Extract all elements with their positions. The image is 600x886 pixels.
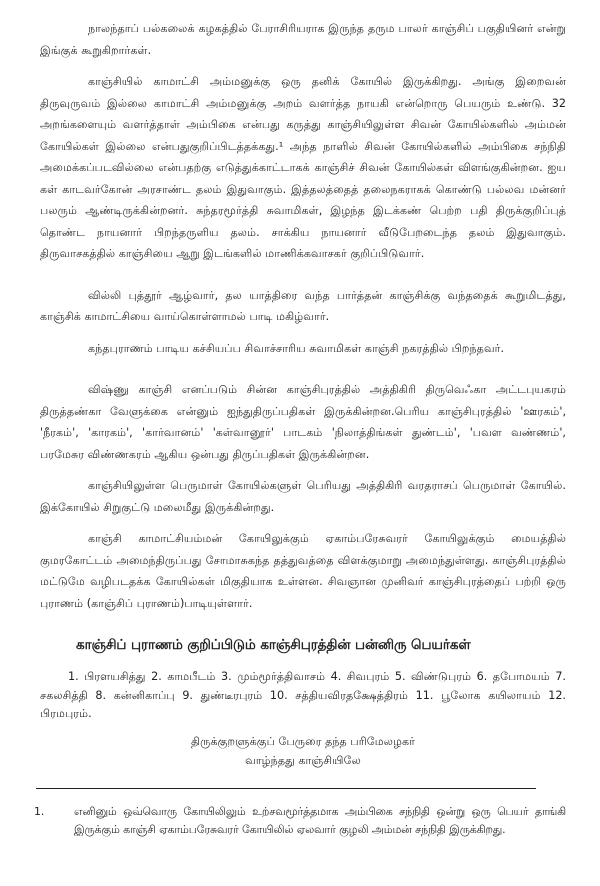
footnote-number: 1. xyxy=(34,804,45,818)
signature-block xyxy=(40,734,566,768)
signature-line-2: வாழ்ந்தது காஞ்சியிலே xyxy=(245,753,361,767)
section-heading: காஞ்சிப் புராணம் குறிப்பிடும் காஞ்சிபுரத்தின் பன்னிரு பெயர்கள் xyxy=(76,638,471,653)
paragraph-villiputhur: வில்லி புத்தூர் ஆழ்வார், தல யாத்திரை வந்த பார்த்தன் காஞ்சிக்கு வந்ததைக் கூறுமிடத்து, காஞ்சிக் காமாட்சியை வாய்கொள்ளாமல் பாடி மகிழ்வார். xyxy=(40,288,566,323)
paragraph-vishnu-kanchi: விஷ்ணு காஞ்சி எனப்படும் சின்ன காஞ்சிபுரத்தில் அத்திகிரி திருவெஃகா அட்டபுயகரம் திருத்தண்கா வேளுக்கை என்னும் ஐந்துதிருப்பதிகள் இருக்கின்றன.பெரிய காஞ்சிபுரத்தில் 'ஊரகம்', 'நீரகம்', 'காரகம்', 'கார்வானம்' 'கள்வானூர்' பாடகம் 'நிலாத்திங்கள் துண்டம்', 'பவள வண்ணம்', பரமேசுர விண்ணகரம் ஆகிய ஒன்பது திருப்பதிகள் இருக்கின்றன. xyxy=(40,383,566,461)
signature-line-1: திருக்குறளுக்குப் பேருரை தந்த பரிமேலழகர் xyxy=(190,734,415,748)
footnote xyxy=(34,803,566,840)
names-list: 1. பிரளயசித்து 2. காமபீடம் 3. மும்மூர்த்திவாசம் 4. சிவபுரம் 5. விண்டுபுரம் 6. தபோமயம் 7. சகலசித்தி 8. கன்னிகாப்பு 9. துண்டீரபுரம் 10. சத்தியவிரதக்ஷேத்திரம் 11. பூலோக கயிலாயம் 12. பிரமபுரம். xyxy=(40,670,566,720)
paragraph-dharmapala: நாலந்தாப் பல்கலைக் கழகத்தில் பேராசிரியராக இருந்த தரும பாலர் காஞ்சிப் பகுதியினர் என்று இங்குக் கூறுகிறார்கள். xyxy=(40,22,566,57)
paragraph-kamakshi-temple: காஞ்சியில் காமாட்சி அம்மனுக்கு ஒரு தனிக் கோயில் இருக்கிறது. அங்கு இறைவன் திருவுருவம் இல்லை காமாட்சி அம்மனுக்கு அறம் வளர்த்த நாயகி என்றொரு பெயரும் உண்டு. 32 அறங்களையும் வளர்த்தாள் அம்பிகை என்பது கருத்து காஞ்சியிலுள்ள சிவன் கோயில்களில் அம்மன் கோயில்கள் இல்லை என்பதுகுறிப்பிடத்தக்கது.¹ அந்த நாளில் சிவன் கோயில்களில் அம்பிகை சந்நிதி அமைக்கப்படவில்லை என்பதற்கு எடுத்துக்காட்டாகக் காஞ்சிச் சிவன் கோயில்கள் விளங்குகின்றன. ஐய கள் காடவர்கோன் அரசாண்ட தலம் இதுவாகும். இத்தலத்தைத் தலைநகராகக் கொண்டு பல்லவ மன்னர் பலரும் ஆண்டிருக்கின்றனர். சுந்தரமூர்த்தி சுவாமிகள், இழந்த இடக்கண் பெற்ற பதி திருக்குறிப்புத் தொண்ட நாயனார் பிறந்தருளிய தலம். சாக்கிய நாயனார் வீடுபேறடைந்த தலம் இதுவாகும். திருவாசகத்தில் காஞ்சியை ஆறு இடங்களில் மாணிக்கவாசகர் குறிப்பிடுவார். xyxy=(40,75,566,260)
footnote-divider xyxy=(36,788,536,789)
paragraph-kumarakottam: காஞ்சி காமாட்சியம்மன் கோயிலுக்கும் ஏகாம்பரேசுவரர் கோயிலுக்கும் மையத்தில் குமரகோட்டம் அமைந்திருப்பது சோமாசுகந்த தத்துவத்தை விளக்குமாறு அமைந்துள்ளது. காஞ்சிபுரத்தில் மட்டுமே வழிபடதக்க கோயில்கள் மிகுதியாக உள்ளன. சிவஞான முனிவர் காஞ்சிபுரத்தைப் பற்றி ஒரு புராணம் (காஞ்சிப் புராணம்)பாடியுள்ளார். xyxy=(40,532,566,610)
footnote-text: எனினும் ஒவ்வொரு கோயிலிலும் உற்சவமூர்த்தமாக அம்பிகை சந்நிதி ஒன்று ஒரு பெயர் தாங்கி இருக்கும் காஞ்சி ஏகாம்பரேசுவரர் கோயிலில் ஏலவார் குழலி அம்மன் சந்நிதி இருக்கிறது. xyxy=(74,804,566,836)
paragraph-varadaraja: காஞ்சியிலுள்ள பெருமாள் கோயில்களுள் பெரியது அத்திகிரி வரதராசப் பெருமாள் கோயில். இக்கோயில் சிறுகுட்டு மலைமீது இருக்கின்றது. xyxy=(40,479,566,514)
paragraph-kachiyappa: கந்தபுராணம் பாடிய கச்சியப்ப சிவாச்சாரிய சுவாமிகள் காஞ்சி நகரத்தில் பிறந்தவர். xyxy=(88,341,505,355)
